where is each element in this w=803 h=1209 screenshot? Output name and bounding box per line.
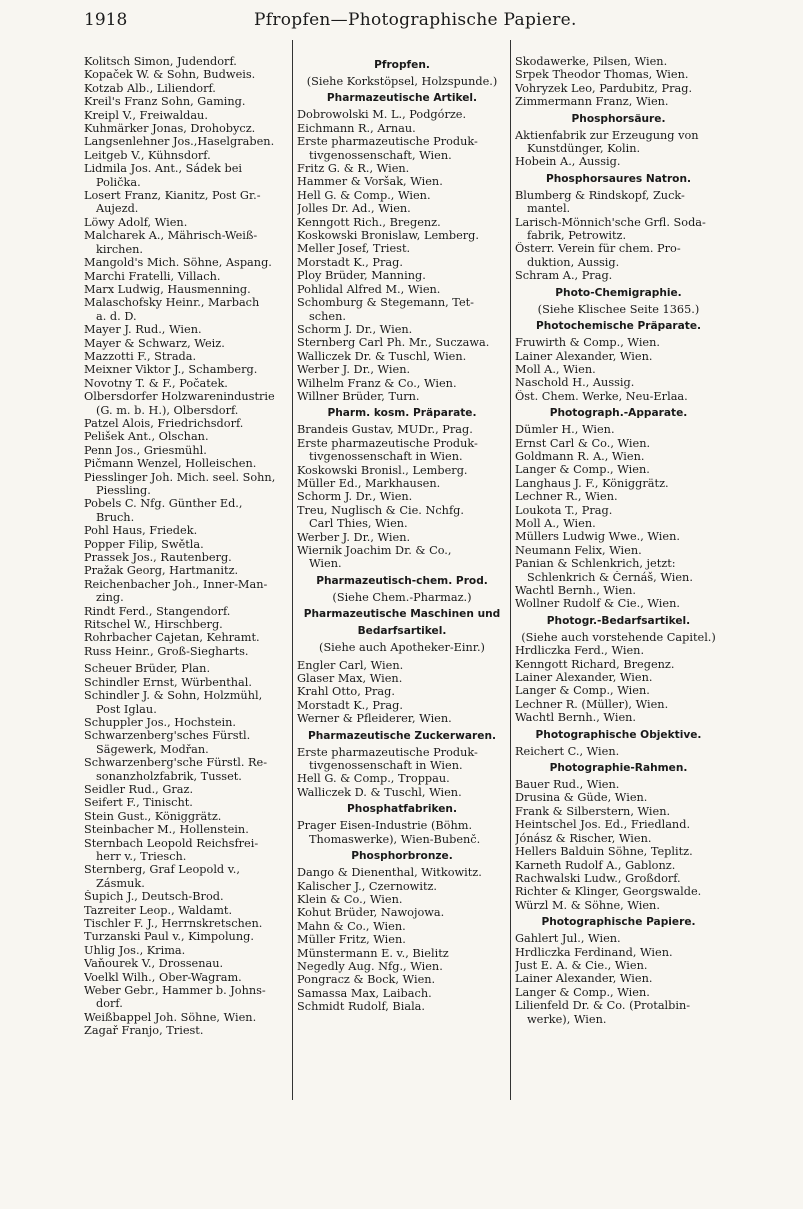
directory-entry: Jónász & Rischer, Wien.: [515, 831, 652, 845]
directory-entry: Popper Filip, Swětla.: [84, 537, 204, 551]
directory-entry: Dango & Dienenthal, Witkowitz.: [297, 866, 482, 880]
directory-entry: Tischler F. J., Herrnskretschen.: [84, 917, 263, 930]
section-heading: Phosphatfabriken.: [347, 803, 457, 816]
directory-entry: Hell G. & Comp., Wien.: [297, 188, 431, 202]
directory-entry: Kenngott Rich., Bregenz.: [297, 215, 441, 229]
directory-entry: herr v., Triesch.: [96, 849, 187, 863]
directory-entry: Pelišek Ant., Olschan.: [84, 430, 209, 444]
directory-entry: Lainer Alexander, Wien.: [515, 671, 653, 685]
directory-entry: Erste pharmazeutische Produk-: [297, 436, 478, 450]
directory-entry: Erste pharmazeutische Produk-: [297, 135, 478, 149]
directory-entry: Larisch-Mönnich'sche Grfl. Soda-: [515, 215, 706, 229]
section-heading: Phosphorsäure.: [571, 112, 666, 125]
directory-entry: Piessling.: [96, 484, 151, 497]
directory-entry: Glaser Max, Wien.: [297, 672, 403, 686]
directory-entry: Klein & Co., Wien.: [297, 892, 403, 906]
directory-entry: Hobein A., Aussig.: [515, 155, 621, 169]
directory-entry: Kopaček W. & Sohn, Budweis.: [84, 68, 256, 82]
directory-entry: Rohrbacher Cajetan, Kehramt.: [84, 631, 260, 645]
directory-entry: Malaschofsky Heinr., Marbach: [84, 296, 260, 310]
directory-entry: Wiernik Joachim Dr. & Co.,: [297, 544, 452, 557]
directory-entry: Zimmermann Franz, Wien.: [515, 95, 669, 109]
directory-entry: Meller Josef, Triest.: [297, 242, 411, 256]
directory-entry: Tazreiter Leop., Waldamt.: [84, 903, 233, 917]
directory-entry: Pražak Georg, Hartmanitz.: [84, 564, 239, 578]
directory-entry: Langhaus J. F., Königgrätz.: [515, 476, 669, 490]
directory-entry: Marchi Fratelli, Villach.: [84, 269, 221, 283]
directory-entry: Wilhelm Franz & Co., Wien.: [297, 376, 457, 390]
directory-entry: Reichenbacher Joh., Inner-Man-: [84, 577, 268, 591]
directory-entry: Carl Thies, Wien.: [309, 517, 408, 531]
directory-entry: Langer & Comp., Wien.: [515, 463, 650, 477]
directory-entry: Karneth Rudolf A., Gablonz.: [515, 858, 676, 872]
directory-entry: Morstadt K., Prag.: [297, 698, 403, 712]
directory-entry: Lainer Alexander, Wien.: [515, 349, 653, 363]
cross-reference: (Siehe Klischee Seite 1365.): [537, 302, 700, 316]
section-heading: Pharm. kosm. Präparate.: [327, 407, 477, 420]
column-middle: [297, 55, 507, 1014]
directory-entry: Öst. Chem. Werke, Neu-Erlaa.: [515, 389, 688, 403]
directory-entry: Negedly Aug. Nfg., Wien.: [297, 959, 443, 973]
directory-entry: Sägewerk, Modřan.: [96, 742, 209, 756]
directory-entry: Langsenlehner Jos.,Haselgraben.: [84, 135, 275, 149]
directory-entry: Ploy Brüder, Manning.: [297, 269, 426, 283]
directory-entry: Eichmann R., Arnau.: [297, 121, 416, 135]
directory-entry: Leitgeb V., Kühnsdorf.: [84, 148, 211, 162]
section-heading: Phosphorbronze.: [351, 850, 453, 863]
directory-entry: Prager Eisen-Industrie (Böhm.: [297, 819, 473, 833]
directory-entry: Russ Heinr., Groß-Siegharts.: [84, 644, 249, 658]
directory-entry: Schram A., Prag.: [515, 269, 613, 283]
directory-entry: Kunstdünger, Kolin.: [527, 142, 641, 156]
directory-entry: Schorm J. Dr., Wien.: [297, 490, 413, 504]
directory-entry: Jolles Dr. Ad., Wien.: [297, 202, 411, 216]
directory-entry: Šupich J., Deutsch-Brod.: [84, 890, 224, 904]
section-heading: Pharmazeutische Zuckerwaren.: [307, 729, 497, 742]
directory-entry: Vohryzek Leo, Pardubitz, Prag.: [515, 81, 693, 95]
cross-reference: (Siehe Korkstöpsel, Holzspunde.): [306, 75, 498, 88]
directory-entry: Goldmann R. A., Wien.: [515, 449, 645, 463]
directory-entry: Steinbacher M., Hollenstein.: [84, 823, 249, 837]
directory-entry: Koskowski Bronisl., Lemberg.: [297, 463, 468, 477]
section-heading: Bedarfsartikel.: [357, 625, 447, 638]
section-heading: Pharmazeutisch-chem. Prod.: [316, 574, 488, 587]
directory-entry: Müller Ed., Markhausen.: [297, 476, 441, 490]
directory-entry: Neumann Felix, Wien.: [515, 543, 642, 557]
section-heading: Photographische Objektive.: [535, 728, 702, 741]
directory-entry: Turzanski Paul v., Kimpolung.: [84, 930, 254, 944]
directory-entry: Lechner R. (Müller), Wien.: [515, 697, 669, 711]
directory-entry: Treu, Nuglisch & Cie. Nchfg.: [297, 503, 464, 517]
directory-entry: Wien.: [309, 557, 342, 571]
directory-entry: Olbersdorfer Holzwarenindustrie: [84, 390, 275, 404]
directory-entry: Österr. Verein für chem. Pro-: [515, 242, 681, 256]
directory-entry: schen.: [309, 309, 346, 323]
directory-entry: Schmidt Rudolf, Biala.: [297, 1000, 426, 1014]
directory-entry: Koskowski Bronislaw, Lemberg.: [297, 229, 479, 243]
directory-entry: Langer & Comp., Wien.: [515, 985, 650, 999]
section-heading: Photo-Chemigraphie.: [555, 286, 682, 299]
directory-entry: Blumberg & Rindskopf, Zuck-: [515, 188, 685, 202]
directory-entry: Moll A., Wien.: [515, 362, 596, 376]
directory-entry: Stein Gust., Königgrätz.: [84, 809, 222, 823]
directory-entry: Werner & Pfleiderer, Wien.: [297, 712, 452, 726]
directory-entry: Thomaswerke), Wien-Bubenč.: [309, 832, 481, 846]
page-title: Pfropfen—Photographische Papiere.: [254, 10, 577, 30]
directory-entry: Pohl Haus, Friedek.: [84, 524, 198, 538]
directory-entry: Skodawerke, Pilsen, Wien.: [515, 55, 668, 68]
directory-entry: Mangold's Mich. Söhne, Aspang.: [84, 256, 272, 270]
directory-entry: Aujezd.: [96, 202, 139, 216]
directory-entry: Richter & Klinger, Georgswalde.: [515, 885, 702, 899]
directory-entry: Walliczek Dr. & Tuschl, Wien.: [297, 349, 467, 363]
directory-entry: Schindler J. & Sohn, Holzmühl,: [84, 689, 263, 703]
directory-entry: Willner Brüder, Turn.: [297, 389, 420, 403]
directory-entry: Schwarzenberg'sches Fürstl.: [84, 729, 251, 743]
directory-entry: Kohut Brüder, Nawojowa.: [297, 906, 445, 920]
directory-entry: Pongracz & Bock, Wien.: [297, 973, 436, 987]
directory-entry: Hammer & Voršak, Wien.: [297, 175, 443, 189]
directory-entry: Aktienfabrik zur Erzeugung von: [515, 128, 699, 142]
directory-entry: Engler Carl, Wien.: [297, 658, 404, 672]
directory-entry: Moll A., Wien.: [515, 516, 596, 530]
directory-entry: Ritschel W., Hirschberg.: [84, 618, 223, 632]
section-heading: Photograph.-Apparate.: [549, 407, 688, 420]
directory-entry: Walliczek D. & Tuschl, Wien.: [297, 785, 462, 799]
directory-entry: Penn Jos., Griesmühl.: [84, 443, 207, 457]
directory-entry: Mayer & Schwarz, Weiz.: [84, 336, 225, 350]
directory-entry: Panian & Schlenkrich, jetzt:: [515, 557, 676, 571]
directory-entry: Polička.: [96, 175, 141, 189]
directory-entry: Bruch.: [96, 510, 135, 524]
directory-entry: Lidmila Jos. Ant., Sádek bei: [84, 162, 243, 176]
directory-entry: Kolitsch Simon, Judendorf.: [84, 55, 237, 68]
directory-entry: Münstermann E. v., Bielitz: [297, 946, 449, 960]
directory-entry: Rindt Ferd., Stangendorf.: [84, 604, 231, 618]
directory-entry: fabrik, Petrowitz.: [527, 229, 627, 243]
directory-entry: tivgenossenschaft, Wien.: [309, 148, 452, 162]
directory-entry: Marx Ludwig, Hausmenning.: [84, 282, 251, 296]
directory-entry: Kalischer J., Czernowitz.: [297, 879, 438, 893]
directory-entry: Erste pharmazeutische Produk-: [297, 745, 478, 759]
section-heading: Photographie-Rahmen.: [549, 762, 688, 775]
directory-entry: mantel.: [527, 202, 571, 216]
page-number: 1918: [84, 10, 128, 30]
directory-entry: Zagař Franjo, Triest.: [84, 1024, 204, 1038]
directory-entry: Weißbappel Joh. Söhne, Wien.: [84, 1010, 257, 1024]
directory-entry: Werber J. Dr., Wien.: [297, 530, 411, 544]
directory-entry: Hell G. & Comp., Troppau.: [297, 772, 450, 786]
directory-entry: Bauer Rud., Wien.: [515, 778, 620, 792]
directory-entry: kirchen.: [96, 242, 144, 256]
column-divider: [292, 40, 293, 1100]
directory-entry: Drusina & Güde, Wien.: [515, 791, 648, 805]
directory-entry: Müllers Ludwig Wwe., Wien.: [515, 530, 680, 544]
directory-entry: Novotny T. & F., Počatek.: [84, 376, 228, 390]
directory-entry: Loukota T., Prag.: [515, 503, 613, 517]
directory-entry: zing.: [96, 591, 124, 605]
directory-entry: Samassa Max, Laibach.: [297, 986, 432, 1000]
directory-entry: a. d. D.: [96, 309, 137, 323]
section-heading: Photographische Papiere.: [541, 916, 696, 929]
directory-entry: Rachwalski Ludw., Großdorf.: [515, 871, 681, 885]
directory-entry: sonanzholzfabrik, Tusset.: [96, 769, 242, 783]
directory-entry: Pičmann Wenzel, Holleischen.: [84, 457, 257, 471]
section-heading: Photogr.-Bedarfsartikel.: [546, 614, 691, 627]
section-heading: Photochemische Präparate.: [535, 320, 702, 333]
directory-entry: Mahn & Co., Wien.: [297, 919, 406, 933]
directory-entry: (G. m. b. H.), Olbersdorf.: [96, 403, 239, 417]
directory-entry: Seifert F., Tinischt.: [84, 796, 193, 810]
directory-entry: Schuppler Jos., Hochstein.: [84, 715, 237, 729]
directory-entry: Post Iglau.: [96, 702, 157, 716]
directory-entry: tivgenossenschaft in Wien.: [309, 759, 463, 773]
section-heading: Pharmazeutische Maschinen und: [303, 608, 501, 621]
directory-entry: Dobrowolski M. L., Podgórze.: [297, 108, 467, 122]
directory-entry: Frank & Silberstern, Wien.: [515, 804, 671, 818]
directory-entry: Wachtl Bernh., Wien.: [515, 584, 636, 597]
directory-entry: Lilienfeld Dr. & Co. (Protalbin-: [515, 999, 691, 1013]
directory-entry: werke), Wien.: [527, 1012, 607, 1026]
directory-entry: Meixner Viktor J., Schamberg.: [84, 363, 258, 377]
directory-entry: Uhlig Jos., Krima.: [84, 943, 186, 957]
directory-entry: Lainer Alexander, Wien.: [515, 972, 653, 986]
directory-entry: Kreil's Franz Sohn, Gaming.: [84, 95, 246, 109]
directory-entry: Malcharek A., Mährisch-Weiß-: [84, 229, 258, 243]
directory-entry: Brandeis Gustav, MUDr., Prag.: [297, 423, 473, 437]
cross-reference: (Siehe Chem.-Pharmaz.): [332, 590, 472, 604]
directory-entry: Pobels C. Nfg. Günther Ed.,: [84, 497, 243, 511]
directory-entry: Just E. A. & Cie., Wien.: [515, 958, 648, 972]
directory-entry: Krahl Otto, Prag.: [297, 685, 395, 699]
directory-entry: Mazzotti F., Strada.: [84, 349, 197, 363]
directory-entry: Gahlert Jul., Wien.: [515, 932, 621, 946]
directory-entry: Sternberg Carl Ph. Mr., Suczawa.: [297, 336, 490, 350]
directory-entry: Kotzab Alb., Liliendorf.: [84, 81, 216, 95]
cross-reference: (Siehe auch vorstehende Capitel.): [521, 630, 716, 644]
directory-entry: Reichert C., Wien.: [515, 744, 620, 758]
directory-entry: Piesslinger Joh. Mich. seel. Sohn,: [84, 470, 276, 484]
directory-entry: Löwy Adolf, Wien.: [84, 215, 188, 229]
directory-entry: Dümler H., Wien.: [515, 423, 615, 437]
directory-entry: duktion, Aussig.: [527, 255, 620, 269]
directory-entry: tivgenossenschaft in Wien.: [309, 450, 463, 464]
directory-entry: Werber J. Dr., Wien.: [297, 363, 411, 377]
directory-entry: Wachtl Bernh., Wien.: [515, 711, 636, 725]
directory-entry: Ernst Carl & Co., Wien.: [515, 436, 651, 450]
cross-reference: (Siehe auch Apotheker-Einr.): [319, 641, 485, 655]
directory-entry: Schorm J. Dr., Wien.: [297, 322, 413, 336]
section-heading: Phosphorsaures Natron.: [545, 172, 692, 185]
page-header: [84, 10, 724, 32]
section-heading: Pharmazeutische Artikel.: [326, 92, 478, 105]
directory-entry: Hrdliczka Ferd., Wien.: [515, 644, 645, 658]
directory-entry: Lechner R., Wien.: [515, 490, 618, 504]
directory-entry: Kuhmärker Jonas, Drohobycz.: [84, 122, 256, 136]
directory-entry: Hellers Balduin Söhne, Teplitz.: [515, 845, 693, 859]
directory-entry: Seidler Rud., Graz.: [84, 782, 194, 796]
column-left: [84, 55, 286, 1038]
directory-entry: Kenngott Richard, Bregenz.: [515, 657, 675, 671]
directory-entry: Sternbach Leopold Reichsfrei-: [84, 836, 259, 850]
directory-entry: Morstadt K., Prag.: [297, 255, 403, 269]
directory-entry: Müller Fritz, Wien.: [297, 933, 406, 947]
directory-entry: Weber Gebr., Hammer b. Johns-: [84, 984, 266, 998]
column-divider: [510, 40, 511, 1100]
directory-entry: Prassek Jos., Rautenberg.: [84, 551, 232, 565]
directory-entry: Pohlidal Alfred M., Wien.: [297, 282, 441, 296]
directory-entry: Schlenkrich & Černáš, Wien.: [527, 570, 693, 584]
directory-entry: Schwarzenberg'sche Fürstl. Re-: [84, 756, 268, 770]
directory-entry: Langer & Comp., Wien.: [515, 684, 650, 698]
directory-entry: Zásmuk.: [96, 876, 145, 890]
column-right: [515, 55, 722, 1026]
directory-entry: Sternberg, Graf Leopold v.,: [84, 863, 240, 877]
directory-entry: Wollner Rudolf & Cie., Wien.: [515, 597, 680, 611]
directory-entry: Srpek Theodor Thomas, Wien.: [515, 68, 689, 82]
directory-entry: Losert Franz, Kianitz, Post Gr.-: [84, 189, 261, 203]
directory-entry: dorf.: [96, 997, 123, 1011]
directory-entry: Fritz G. & R., Wien.: [297, 162, 410, 176]
directory-entry: Hrdliczka Ferdinand, Wien.: [515, 945, 673, 959]
directory-entry: Würzl M. & Söhne, Wien.: [515, 898, 660, 912]
directory-entry: Kreipl V., Freiwaldau.: [84, 108, 208, 122]
directory-entry: Schomburg & Stegemann, Tet-: [297, 296, 474, 310]
section-heading: Pfropfen.: [374, 59, 430, 71]
directory-entry: Vaňourek V., Drossenau.: [84, 957, 224, 971]
directory-entry: Fruwirth & Comp., Wien.: [515, 336, 660, 350]
directory-entry: Scheuer Brüder, Plan.: [84, 662, 211, 676]
directory-entry: Patzel Alois, Friedrichsdorf.: [84, 416, 244, 430]
directory-entry: Voelkl Wilh., Ober-Wagram.: [84, 970, 242, 984]
directory-entry: Schindler Ernst, Würbenthal.: [84, 675, 252, 689]
directory-entry: Heintschel Jos. Ed., Friedland.: [515, 818, 691, 832]
directory-entry: Naschold H., Aussig.: [515, 376, 635, 390]
directory-entry: Mayer J. Rud., Wien.: [84, 323, 202, 337]
